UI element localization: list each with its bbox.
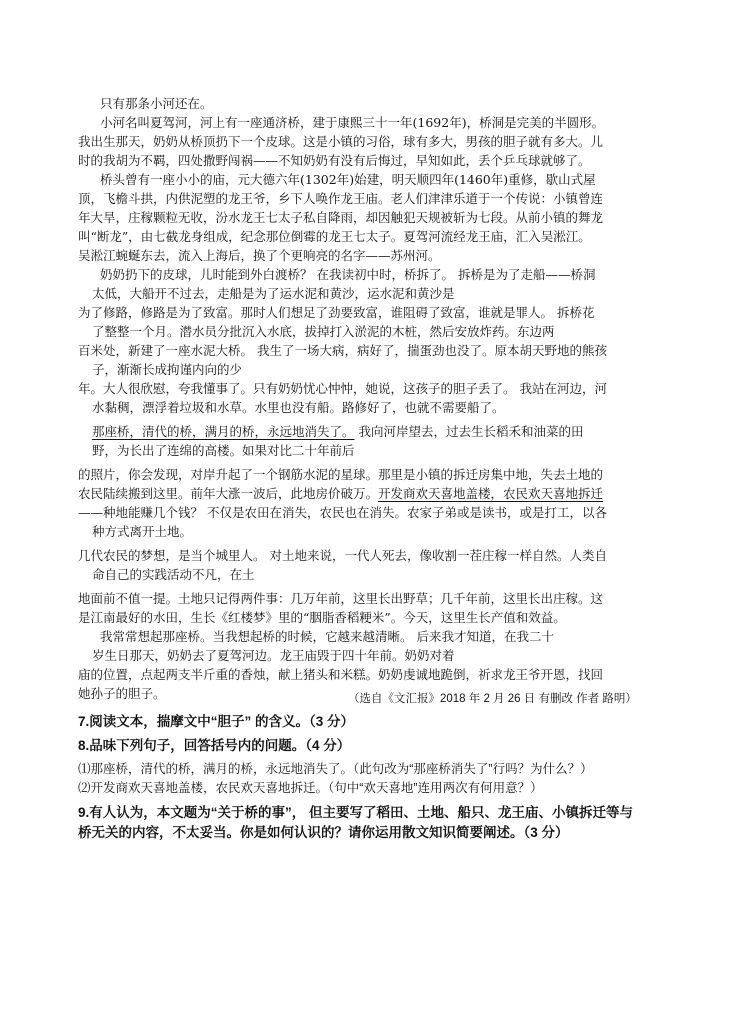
article-line: 几代农民的梦想，是当个城里人。 对土地来说，一代人死去，像收割一茬庄稼一样自然。人类自 xyxy=(78,548,607,563)
underlined-sentence-bridge: 那座桥，清代的桥，满月的桥，永远地消失了。 xyxy=(92,424,355,439)
article-line: 了整整一个月。潜水员分批沉入水底，拔掉打入淤泥的木桩，然后安放炸药。东边两 xyxy=(92,324,555,339)
article-line: 子，渐渐长成拘谨内向的少 xyxy=(92,362,243,377)
article-line: 年大旱，庄稼颗粒无收，汾水龙王七太子私自降雨，却因触犯天规被斩为七段。从前小镇的舞龙 xyxy=(78,210,604,225)
article-line: 岁生日那天，奶奶去了夏驾河边。龙王庙毁于四十年前。奶奶对着 xyxy=(92,648,455,663)
article-line: 地面前不值一提。土地只记得两件事：几万年前，这里长出野草；几千年前，这里长出庄稼。这 xyxy=(78,591,604,606)
article-line-start: 农民陆续搬到这里。前年大涨一波后，此地房价破万。 xyxy=(78,486,379,501)
question-8-part-2: ⑵开发商欢天喜地盖楼，农民欢天喜地拆迁。（句中“欢天喜地”连用两次有何用意？） xyxy=(78,781,543,795)
article-line: 年。大人很欣慰，夸我懂事了。只有奶奶忧心忡忡，她说，这孩子的胆子丢了。 我站在河边，河 xyxy=(78,381,607,396)
article-line: 太低，大船开不过去，走船是为了运水泥和黄沙，运水泥和黄沙是 xyxy=(92,286,455,301)
article-line: 我常常想起那座桥。当我想起桥的时候，它越来越清晰。 后来我才知道，在我二十 xyxy=(100,629,554,644)
article-line: 奶奶扔下的皮球，儿时能到外白渡桥？ 在我读初中时，桥拆了。 拆桥是为了走船——桥洞 xyxy=(100,267,596,282)
article-line: 百米处，新建了一座水泥大桥。 我生了一场大病，病好了，揣蛋劲也没了。原本胡天野地的熊孩 xyxy=(78,343,607,358)
question-9-line-2: 桥无关的内容，不太妥当。你是如何认识的？请你运用散文知识简要阐述。（3 分） xyxy=(78,825,569,840)
article-line: 野，为长出了连绵的高楼。如果对比二十年前后 xyxy=(92,443,355,458)
article-line: 叫“断龙”，由七截龙身组成，纪念那位倒霉的龙王七太子。夏驾河流经龙王庙，汇入吴淞江。 xyxy=(78,229,591,244)
question-8: 8.品味下列句子，回答括号内的问题。（4 分） xyxy=(78,738,351,753)
article-line: 水黏稠，漂浮着垃圾和水草。水里也没有船。路修好了，也就不需要船了。 xyxy=(92,400,505,415)
article-source: （选自《文汇报》2018 年 2 月 26 日 有删改 作者 路明） xyxy=(348,693,637,705)
article-line: 庙的位置，点起两支半斤重的香烛，献上猪头和米糕。奶奶虔诚地跪倒，祈求龙王爷开恩，找回 xyxy=(78,667,604,682)
article-line: 她孙子的胆子。 xyxy=(78,686,166,701)
article-line: ——种地能赚几个钱？ 不仅是农田在消失，农民也在消失。农家子弟或是读书，或是打工，以各 xyxy=(78,505,607,520)
article-line: 桥头曾有一座小小的庙，元大德六年(1302年)始建，明天顺四年(1460年)重修，歇山式屋 xyxy=(100,172,596,187)
article-line: 时的我胡为不羁，四处撒野闯祸——不知奶奶有没有后悔过，早知如此，丢个乒乓球就够了。 xyxy=(78,153,591,168)
article-line-rest: 我向河岸望去，过去生长稻禾和油菜的田 xyxy=(354,424,584,439)
article-line: 的照片，你会发现，对岸升起了一个钢筋水泥的星球。那里是小镇的拆迁房集中地，失去土地的 xyxy=(78,467,604,482)
question-9-line-1: 9.有人认为，本文题为“关于桥的事”， 但主要写了稻田、土地、船只、龙王庙、小镇拆迁等与 xyxy=(78,805,634,820)
underlined-sentence-developers: 开发商欢天喜地盖楼，农民欢天喜地拆迁 xyxy=(378,486,604,501)
article-line xyxy=(78,484,670,503)
article-line: 命自己的实践活动不凡，在土 xyxy=(92,567,255,582)
article-line: 是江南最好的水田，生长《红楼梦》里的“胭脂香稻粳米”。今天，这里生长产值和效益。 xyxy=(78,610,566,625)
article-line: 只有那条小河还在。 xyxy=(100,96,213,111)
article-line: 顶，飞檐斗拱，内供泥塑的龙王爷，乡下人唤作龙王庙。老人们津津乐道于一个传说：小镇曾连 xyxy=(78,191,604,206)
article-line xyxy=(92,422,670,441)
article-line: 我出生那天，奶奶从桥顶扔下一个皮球。这是小镇的习俗，球有多大，男孩的胆子就有多大。儿 xyxy=(78,134,604,149)
question-8-part-1: ⑴那座桥，清代的桥，满月的桥，永远地消失了。（此句改为“那座桥消失了”行吗？为什么？） xyxy=(78,762,593,776)
article-line: 吴淞江蜿蜒东去，流入上海后，换了个更响亮的名字——苏州河。 xyxy=(78,248,441,263)
article-line: 小河名叫夏驾河，河上有一座通济桥，建于康熙三十一年(1692年)，桥洞是完美的半圆形。 xyxy=(100,115,605,130)
question-7: 7.阅读文本，揣摩文中“胆子” 的含义。（3 分） xyxy=(78,714,355,729)
article-line: 为了修路，修路是为了致富。那时人们想足了劲要致富，谁阻碍了致富，谁就是罪人。 拆桥花 xyxy=(78,305,595,320)
article-line: 种方式离开土地。 xyxy=(92,524,193,539)
